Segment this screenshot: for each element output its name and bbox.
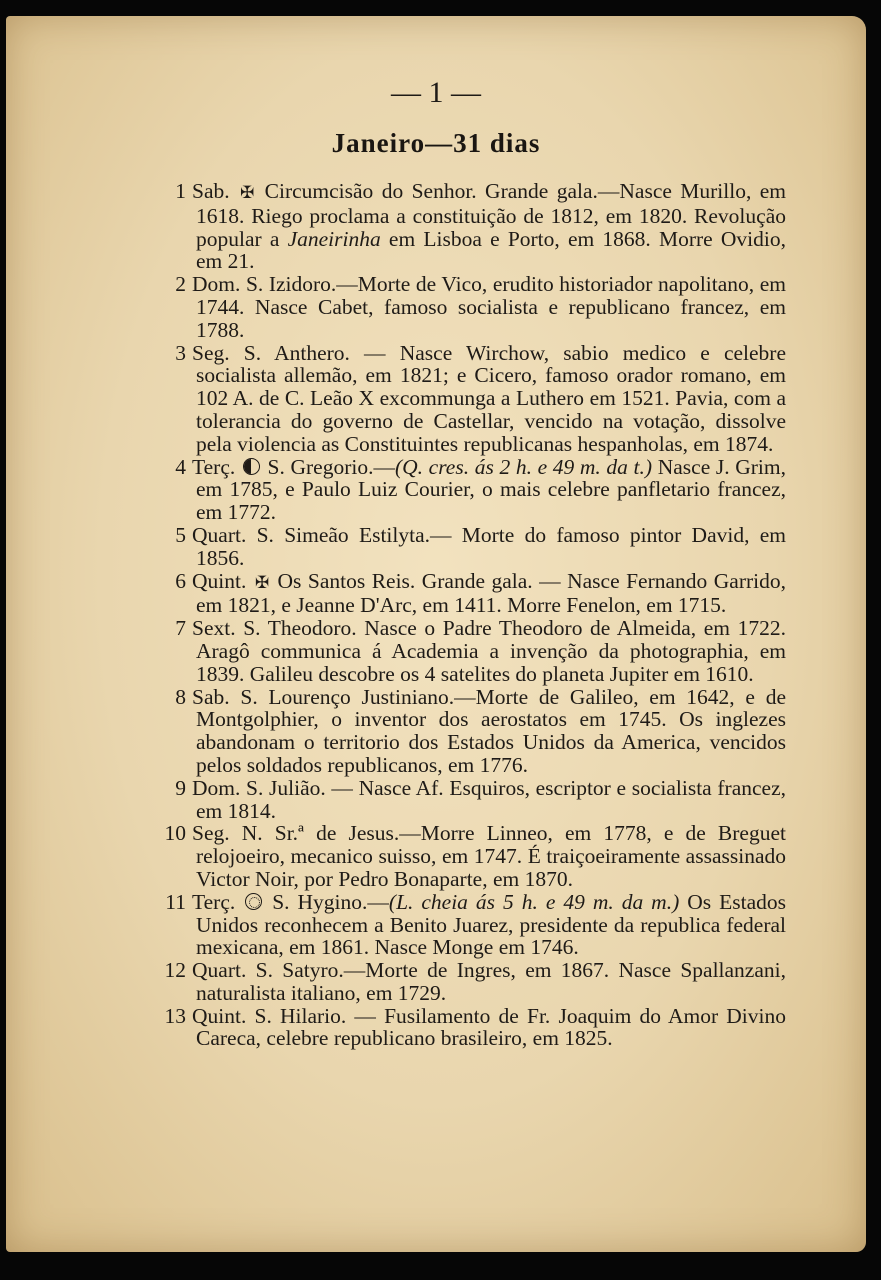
- moon-phase-note: Janeirinha: [287, 226, 381, 251]
- calendar-entry: [140, 686, 786, 777]
- day-number: 8: [175, 684, 186, 709]
- entry-text-part: Nasce J. Grim, em 1785, e Paulo Luiz Courier, o mais celebre panfletario francez, em 1772.: [196, 454, 786, 525]
- calendar-entry: [140, 180, 786, 273]
- entry-text-part: Terç.: [192, 889, 244, 914]
- entry-text: [192, 523, 786, 570]
- entry-text-part: Circumcisão do Senhor. Grande gala.—Nasce Murillo, em 1618. Riego proclama a constituição de 1812, em 1820. Revolução popular a: [196, 179, 786, 251]
- moon-phase-note: (L. cheia ás 5 h. e 49 m. da m.): [388, 889, 680, 914]
- entry-text-part: Os Estados Unidos reconhecem a Benito Juarez, presidente da republica federal mexicana, em 1861. Nasce Monge em 1746.: [196, 889, 786, 960]
- day-number: 13: [164, 1003, 186, 1028]
- day-number: 3: [175, 340, 186, 365]
- day-number: 1: [175, 179, 186, 203]
- entry-text: [192, 821, 786, 891]
- entry-text-part: Seg. N. Sr.ª de Jesus.—Morre Linneo, em 1778, e de Breguet relojoeiro, mecanico suisso, em 1747. É traiçoeiramente assassinado Victor Noir, por Pedro Bonaparte, em 1870.: [192, 821, 786, 891]
- entry-text: [192, 272, 786, 342]
- moon-crescent-icon: [243, 458, 260, 475]
- entry-text: [192, 341, 786, 456]
- entry-text: [192, 685, 786, 777]
- almanac-page: [6, 16, 866, 1252]
- entry-text-part: Os Santos Reis. Grande gala. — Nasce Fernando Garrido, em 1821, e Jeanne D'Arc, em 1411. Morre Fenelon, em 1715.: [196, 568, 786, 618]
- page-number: — 1 —: [391, 76, 481, 109]
- day-number: 9: [175, 775, 186, 800]
- moon-phase-note: (Q. cres. ás 2 h. e 49 m. da t.): [394, 454, 653, 479]
- calendar-entry: [140, 959, 786, 1005]
- calendar-entries: [140, 180, 786, 1050]
- cross-icon: ✠: [254, 572, 270, 593]
- calendar-entry: [140, 617, 786, 685]
- cross-icon: ✠: [240, 183, 255, 203]
- entry-text: [192, 890, 786, 960]
- calendar-entry: [140, 273, 786, 341]
- entry-text-part: Quart. S. Simeão Estilyta.— Morte do famoso pintor David, em 1856.: [192, 522, 786, 570]
- entry-text-part: Dom. S. Izidoro.—Morte de Vico, erudito historiador napolitano, em 1744. Nasce Cabet, famoso socialista e republicano francez, em 1788.: [192, 272, 786, 342]
- calendar-entry: [140, 456, 786, 524]
- day-number: 11: [165, 889, 186, 914]
- day-number: 12: [164, 958, 186, 983]
- day-number: 2: [175, 272, 186, 297]
- calendar-entry: [140, 1005, 786, 1051]
- entry-text-part: Sab. S. Lourenço Justiniano.—Morte de Galileo, em 1642, e de Montgolphier, o inventor dos aerostatos em 1745. Os inglezes abandonam o territorio dos Estados Unidos da America, vencidos pelos soldados republicanos, em 1776.: [192, 684, 786, 777]
- calendar-entry: [140, 891, 786, 959]
- entry-text-part: Sext. S. Theodoro. Nasce o Padre Theodoro de Almeida, em 1722. Aragô communica á Academia a invenção da photographia, em 1839. Galileu descobre os 4 satelites do planeta Jupiter em 1610.: [192, 616, 786, 686]
- entry-text-part: Quint.: [192, 568, 253, 593]
- calendar-entry: [140, 570, 786, 618]
- day-number: 7: [175, 616, 186, 641]
- moon-full-icon: [245, 893, 262, 910]
- entry-text-part: S. Hygino.—: [264, 889, 389, 914]
- day-number: 5: [175, 522, 186, 547]
- entry-text: [192, 616, 786, 686]
- entry-text-part: Dom. S. Julião. — Nasce Af. Esquiros, escriptor e socialista francez, em 1814.: [192, 775, 786, 823]
- entry-text-part: Seg. S. Anthero. — Nasce Wirchow, sabio medico e celebre socialista allemão, em 1821; e Cicero, famoso orador romano, em 102 A. de C. Leão X excommunga a Luthero em 1521. Pavia, com a tolerancia do governo de Castellar, vencido na votação, dissolve pela violencia as Constituintes republicanas hespanholas, em 1874.: [192, 340, 786, 456]
- entry-text: [192, 958, 786, 1005]
- entry-text: [192, 455, 786, 525]
- calendar-entry: [140, 822, 786, 890]
- entry-text: [192, 1004, 786, 1051]
- month-title: Janeiro—31 dias: [331, 128, 541, 158]
- entry-text-part: Terç.: [192, 454, 241, 479]
- calendar-entry: [140, 342, 786, 456]
- day-number: 6: [175, 568, 186, 593]
- day-number: 10: [164, 821, 186, 846]
- entry-text-part: Quint. S. Hilario. — Fusilamento de Fr. Joaquim do Amor Divino Careca, celebre republicano brasileiro, em 1825.: [192, 1003, 786, 1051]
- calendar-entry: [140, 524, 786, 570]
- entry-text-part: Quart. S. Satyro.—Morte de Ingres, em 1867. Nasce Spallanzani, naturalista italiano, em 1729.: [192, 958, 786, 1005]
- day-number: 4: [175, 454, 186, 479]
- calendar-entry: [140, 777, 786, 823]
- entry-text-part: S. Gregorio.—: [261, 454, 395, 479]
- entry-text: [192, 776, 786, 823]
- entry-text: [192, 569, 786, 618]
- entry-text-part: Sab.: [192, 179, 239, 203]
- entry-text: [192, 179, 786, 273]
- entry-text-part: em Lisboa e Porto, em 1868. Morre Ovidio, em 21.: [196, 226, 786, 274]
